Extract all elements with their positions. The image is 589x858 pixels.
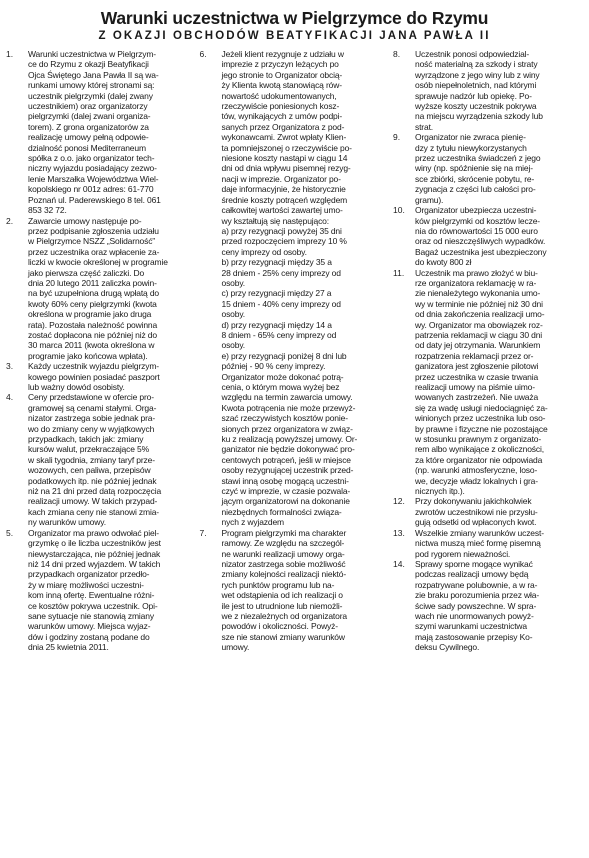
document-title: Warunki uczestnictwa w Pielgrzymce do Rzymu (100, 8, 489, 28)
terms-item (6, 528, 196, 653)
terms-item (393, 132, 583, 205)
terms-item-text: Warunki uczestnictwa w Pielgrzym- ce do Rzymu z okazji Beatyfikacji Ojca Świętego Jana Pawła II są wa- runkami umowy której stronami są: uczestnik pielgrzymki (dalej zwany uczestnikiem) oraz organizatorzy pielgrzymki (dalej zwani organiza- torem). Z grona organizatorów za realizację umowy pełną odpowie- dzialność ponosi Mediterraneum spółka z o.o. jako organizator tech- niczny wyjazdu posiadający zezwo- lenie Marszałka Województwa Wiel- kopolskiego nr 001z adres: 61-770 Poznań ul. Paderewskiego 8 tel. 061 853 32 72. (28, 49, 161, 216)
terms-columns (6, 49, 583, 653)
terms-item-number: 5. (6, 527, 14, 538)
terms-item (6, 49, 196, 216)
terms-item-number: 10. (393, 205, 405, 216)
terms-item-number: 4. (6, 392, 14, 403)
terms-item-text: Organizator ubezpiecza uczestni- ków pielgrzymki od kosztów lecze- nia do równowartości 15 000 euro oraz od nieszczęśliwych wypadków. Bagaż uczestnika jest ubezpieczony do kwoty 800 zł (415, 205, 547, 268)
terms-item (200, 528, 390, 653)
terms-item (200, 49, 390, 528)
terms-item-text: Ceny przedstawione w ofercie pro- gramowej są cenami stałymi. Orga- nizator zastrzega sobie jednak pra- wo do zmiany ceny w wyjątkowych przypadkach, takich jak: zmiany kursów walut, przekraczające 5% w skali tygodnia, zmiany taryf prze- wozowych, cen paliwa, przepisów podatkowych itp. nie później jednak niż na 21 dni przed datą rozpoczęcia realizacji umowy. W takich przypad- kach zmiana ceny nie stanowi zmia- ny warunków umowy. (28, 392, 162, 528)
terms-item-number: 9. (393, 132, 401, 143)
terms-item-number: 7. (199, 527, 207, 538)
terms-item (393, 205, 583, 267)
terms-item-text: Organizator nie zwraca pienię- dzy z tytułu niewykorzystanych przez uczestnika świadczeń z jego winy (np. spóźnienie się na miej- sce zbiórki, skrócenie pobytu, re- zygnacja z części lub całości pro- gramu). (415, 132, 541, 205)
terms-item-text: Program pielgrzymki ma charakter ramowy. Ze względu na szczegól- ne warunki realizacji umowy orga- nizator zastrzega sobie możliwość zmiany kolejności realizacji niektó- rych punktów programu lub na- wet odstąpienia od ich realizacji o ile jest to utrudnione lub niemożli- we z niezależnych od organizatora powodów i okoliczności. Powyż- sze nie stanowi zmiany warunków umowy. (221, 527, 347, 653)
terms-item-number: 6. (199, 49, 207, 59)
terms-item (393, 49, 583, 132)
terms-item-text: Jeżeli klient rezygnuje z udziału w imprezie z przyczyn leżących po jego stronie to Organizator obcią- ży Klienta kwotą stanowiącą rów- nowartość udokumentowanych, rzeczywiście poniesionych kosz- tów, wynikających z umów podpi- sanych przez Organizatora z pod- wykonawcami. Zwrot wpłaty Klien- ta pomniejszonej o rzeczywiście po- niesione koszty nastąpi w ciągu 14 dni od dnia wpływu pisemnej rezyg- nacji w imprezie. Organizator po- daje informacyjnie, że historycznie średnie koszty potrąceń względem całkowitej wartości zawartej umo- wy kształtują się następująco: a) przy rezygnacji powyżej 35 dni przed rozpoczęciem imprezy 10 % ceny imprezy od osoby. b) przy rezygnacji między 35 a 28 dniem - 25% ceny imprezy od osoby. c) przy rezygnacji między 27 a 15 dniem - 40% ceny imprezy od osoby. d) przy rezygnacji między 14 a 8 dniem - 65% ceny imprezy od osoby. e) przy rezygnacji poniżej 8 dni lub później - 90 % ceny imprezy. Organizator może dokonać potrą- cenia, o którym mowa wyżej bez względu na termin zawarcia umowy. Kwota potrącenia nie może przewyż- szać rzeczywistych kosztów ponie- sionych przez organizatora w związ- ku z realizacją powyższej umowy. Or- ganizator nie będzie dokonywać pro- centowych potrąceń, jeśli w miejsce osoby rezygnującej uczestnik przed- stawi inną osobę mogącą uczestni- czyć w imprezie, w czasie pozwala- jącym organizatorowi na dokonanie niezbędnych formalności związa- nych z wyjazdem (221, 49, 358, 528)
terms-item (6, 216, 196, 362)
terms-item-number: 1. (6, 49, 14, 59)
terms-item (393, 559, 583, 653)
terms-item-text: Organizator ma prawo odwołać piel- grzymkę o ile liczba uczestników jest niewystarczająca, nie później jednak niż 14 dni przed wyjazdem. W takich przypadkach organizator przedło- ży w miarę możliwości uczestni- kom inną ofertę. Ewentualne różni- ce kosztów pokrywa uczestnik. Opi- sane sytuacje nie stanowią zmiany warunków umowy. Miejsca wyjaz- dów i godziny zostaną podane do dnia 25 kwietnia 2011. (28, 527, 161, 653)
terms-item-number: 14. (393, 558, 405, 569)
terms-item (6, 361, 196, 392)
terms-item-text: Sprawy sporne mogące wynikać podczas realizacji umowy będą rozpatrywane polubownie, a w ra- zie braku porozumienia przez wła- ściwe sady powszechne. W spra- wach nie unormowanych powyż- szymi warunkami uczestnictwa mają zastosowanie przepisy Ko- deksu Cywilnego. (415, 558, 540, 653)
terms-item-number: 13. (393, 527, 405, 538)
terms-item (393, 268, 583, 497)
terms-item (393, 528, 583, 559)
terms-item-number: 12. (393, 496, 405, 507)
terms-column-3 (393, 49, 583, 653)
terms-item-text: Przy dokonywaniu jakichkolwiek zwrotów uczestnikowi nie przysłu- gują odsetki od wpłaconych kwot. (415, 496, 538, 528)
terms-item (393, 496, 583, 527)
terms-column-2 (200, 49, 390, 653)
terms-item-text: Wszelkie zmiany warunków uczest- nictwa muszą mieć formę pisemną pod rygorem nieważności. (415, 527, 544, 559)
terms-item-number: 3. (6, 361, 14, 372)
terms-column-1 (6, 49, 196, 653)
terms-item-text: Uczestnik ma prawo złożyć w biu- rze organizatora reklamację w ra- zie nienależytego wykonania umo- wy w terminie nie później niż 30 dni od dnia zakończenia realizacji umo- wy. Organizator ma obowiązek roz- patrzenia reklamacji w ciągu 30 dni od daty jej otrzymania. Warunkiem rozpatrzenia reklamacji przez or- ganizatora jest zgłoszenie pilotowi przez uczestnika w czasie trwania realizacji umowy na piśmie uimo- wowanych zastrzeżeń. Nie uważa się za wadę usługi niedociągnięć za- winionych przez uczestnika lub oso- by prawne i fizyczne nie pozostające w stosunku prawnym z organizato- rem albo wynikające z okoliczności, za które organizator nie odpowiada (np. warunki atmosferyczne, loso- we, decyzje władz lokalnych i gra- nicznych itp.). (415, 267, 548, 497)
terms-item-text: Zawarcie umowy następuje po- przez podpisanie zgłoszenia udziału w Pielgrzymce NSZZ „Solidarność” przez uczestnika oraz wpłacenie za- liczki w kwocie określonej w programie jako pierwsza część zaliczki. Do dnia 20 lutego 2011 zaliczka powin- na być uzupełniona drugą wpłatą do kwoty 60% ceny pielgrzymki (kwota określona w programie jako druga rata). Pozostała należność powinna zostać dopłacona nie później niż do 30 marca 2011 (kwota określona w programie jako końcowa wpłata). (28, 215, 168, 361)
terms-item-number: 2. (6, 215, 14, 226)
terms-item-text: Każdy uczestnik wyjazdu pielgrzym- kowego powinien posiadać paszport lub ważny dowód osobisty. (28, 361, 160, 392)
terms-item-number: 11. (393, 267, 405, 278)
terms-item-number: 8. (393, 49, 401, 59)
terms-item (6, 392, 196, 527)
document-subtitle: Z OKAZJI OBCHODÓW BEATYFIKACJI JANA PAWŁA II (98, 30, 491, 42)
terms-item-text: Uczestnik ponosi odpowiedzial- ność materialną za szkody i straty wyrządzone z jego winy lub z winy osób niepełnoletnich, nad którymi sprawuje nadzór lub opiekę. Po- wyższe koszty uczestnik pokrywa na miejscu wyrządzenia szkody lub strat. (415, 49, 543, 132)
